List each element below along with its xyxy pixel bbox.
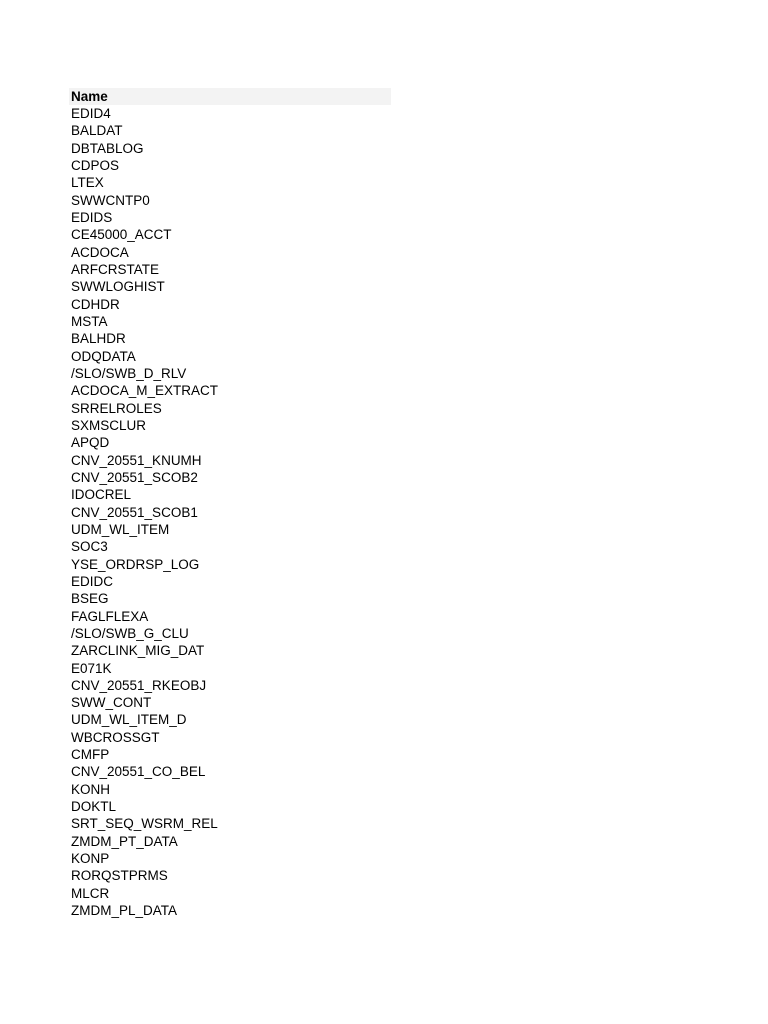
table-row: CE45000_ACCT [71,227,172,243]
table-row: APQD [71,435,110,451]
table-sheet [69,88,391,919]
table-row: YSE_ORDRSP_LOG [71,556,200,572]
table-row: SRT_SEQ_WSRM_REL [71,816,218,832]
table-row: E071K [71,660,112,676]
table-row: ZARCLINK_MIG_DAT [71,643,205,659]
table-row: FAGLFLEXA [71,608,149,624]
table-row: CDHDR [71,296,120,312]
table-row: MLCR [71,885,110,901]
table-row: CNV_20551_RKEOBJ [71,677,207,693]
table-row: /SLO/SWB_D_RLV [71,365,187,381]
table-row: BALHDR [71,331,126,347]
table-row: ACDOCA [71,244,129,260]
table-row: BALDAT [71,123,123,139]
table-row: ZMDM_PL_DATA [71,903,178,919]
column-header-name: Name [69,88,391,105]
table-row: CNV_20551_KNUMH [71,452,202,468]
table-row: ODQDATA [71,348,136,364]
table-row: EDID4 [71,106,111,121]
table-row: KONP [71,851,110,867]
table-row: CNV_20551_SCOB2 [71,469,198,485]
table-row: UDM_WL_ITEM [71,521,170,537]
table-row: KONH [71,781,111,797]
table-row: MSTA [71,313,108,329]
table-row: SWWLOGHIST [71,279,165,295]
table-row: CDPOS [71,157,120,173]
table-row: ARFCRSTATE [71,261,160,277]
table-row: SWWCNTP0 [71,192,150,208]
table-row: IDOCREL [71,487,132,503]
table-row: UDM_WL_ITEM_D [71,712,187,728]
table-row: SWW_CONT [71,695,152,711]
table-row: CNV_20551_CO_BEL [71,764,206,780]
table-row: CMFP [71,747,110,763]
table-row: EDIDC [71,573,114,589]
table-row: RORQSTPRMS [71,868,168,884]
table-row: EDIDS [71,209,113,225]
table-row: CNV_20551_SCOB1 [71,504,198,520]
table-row: SXMSCLUR [71,417,147,433]
table-row: BSEG [71,591,109,607]
table-row: SOC3 [71,539,108,555]
table-row: /SLO/SWB_G_CLU [71,625,189,641]
table-row: SRRELROLES [71,400,162,416]
table-rows [69,105,391,919]
table-row: ZMDM_PT_DATA [71,833,178,849]
table-row: DBTABLOG [71,140,144,156]
table-row: WBCROSSGT [71,729,160,745]
table-row: LTEX [71,175,104,191]
table-row: ACDOCA_M_EXTRACT [71,383,219,399]
table-row: DOKTL [71,799,117,815]
